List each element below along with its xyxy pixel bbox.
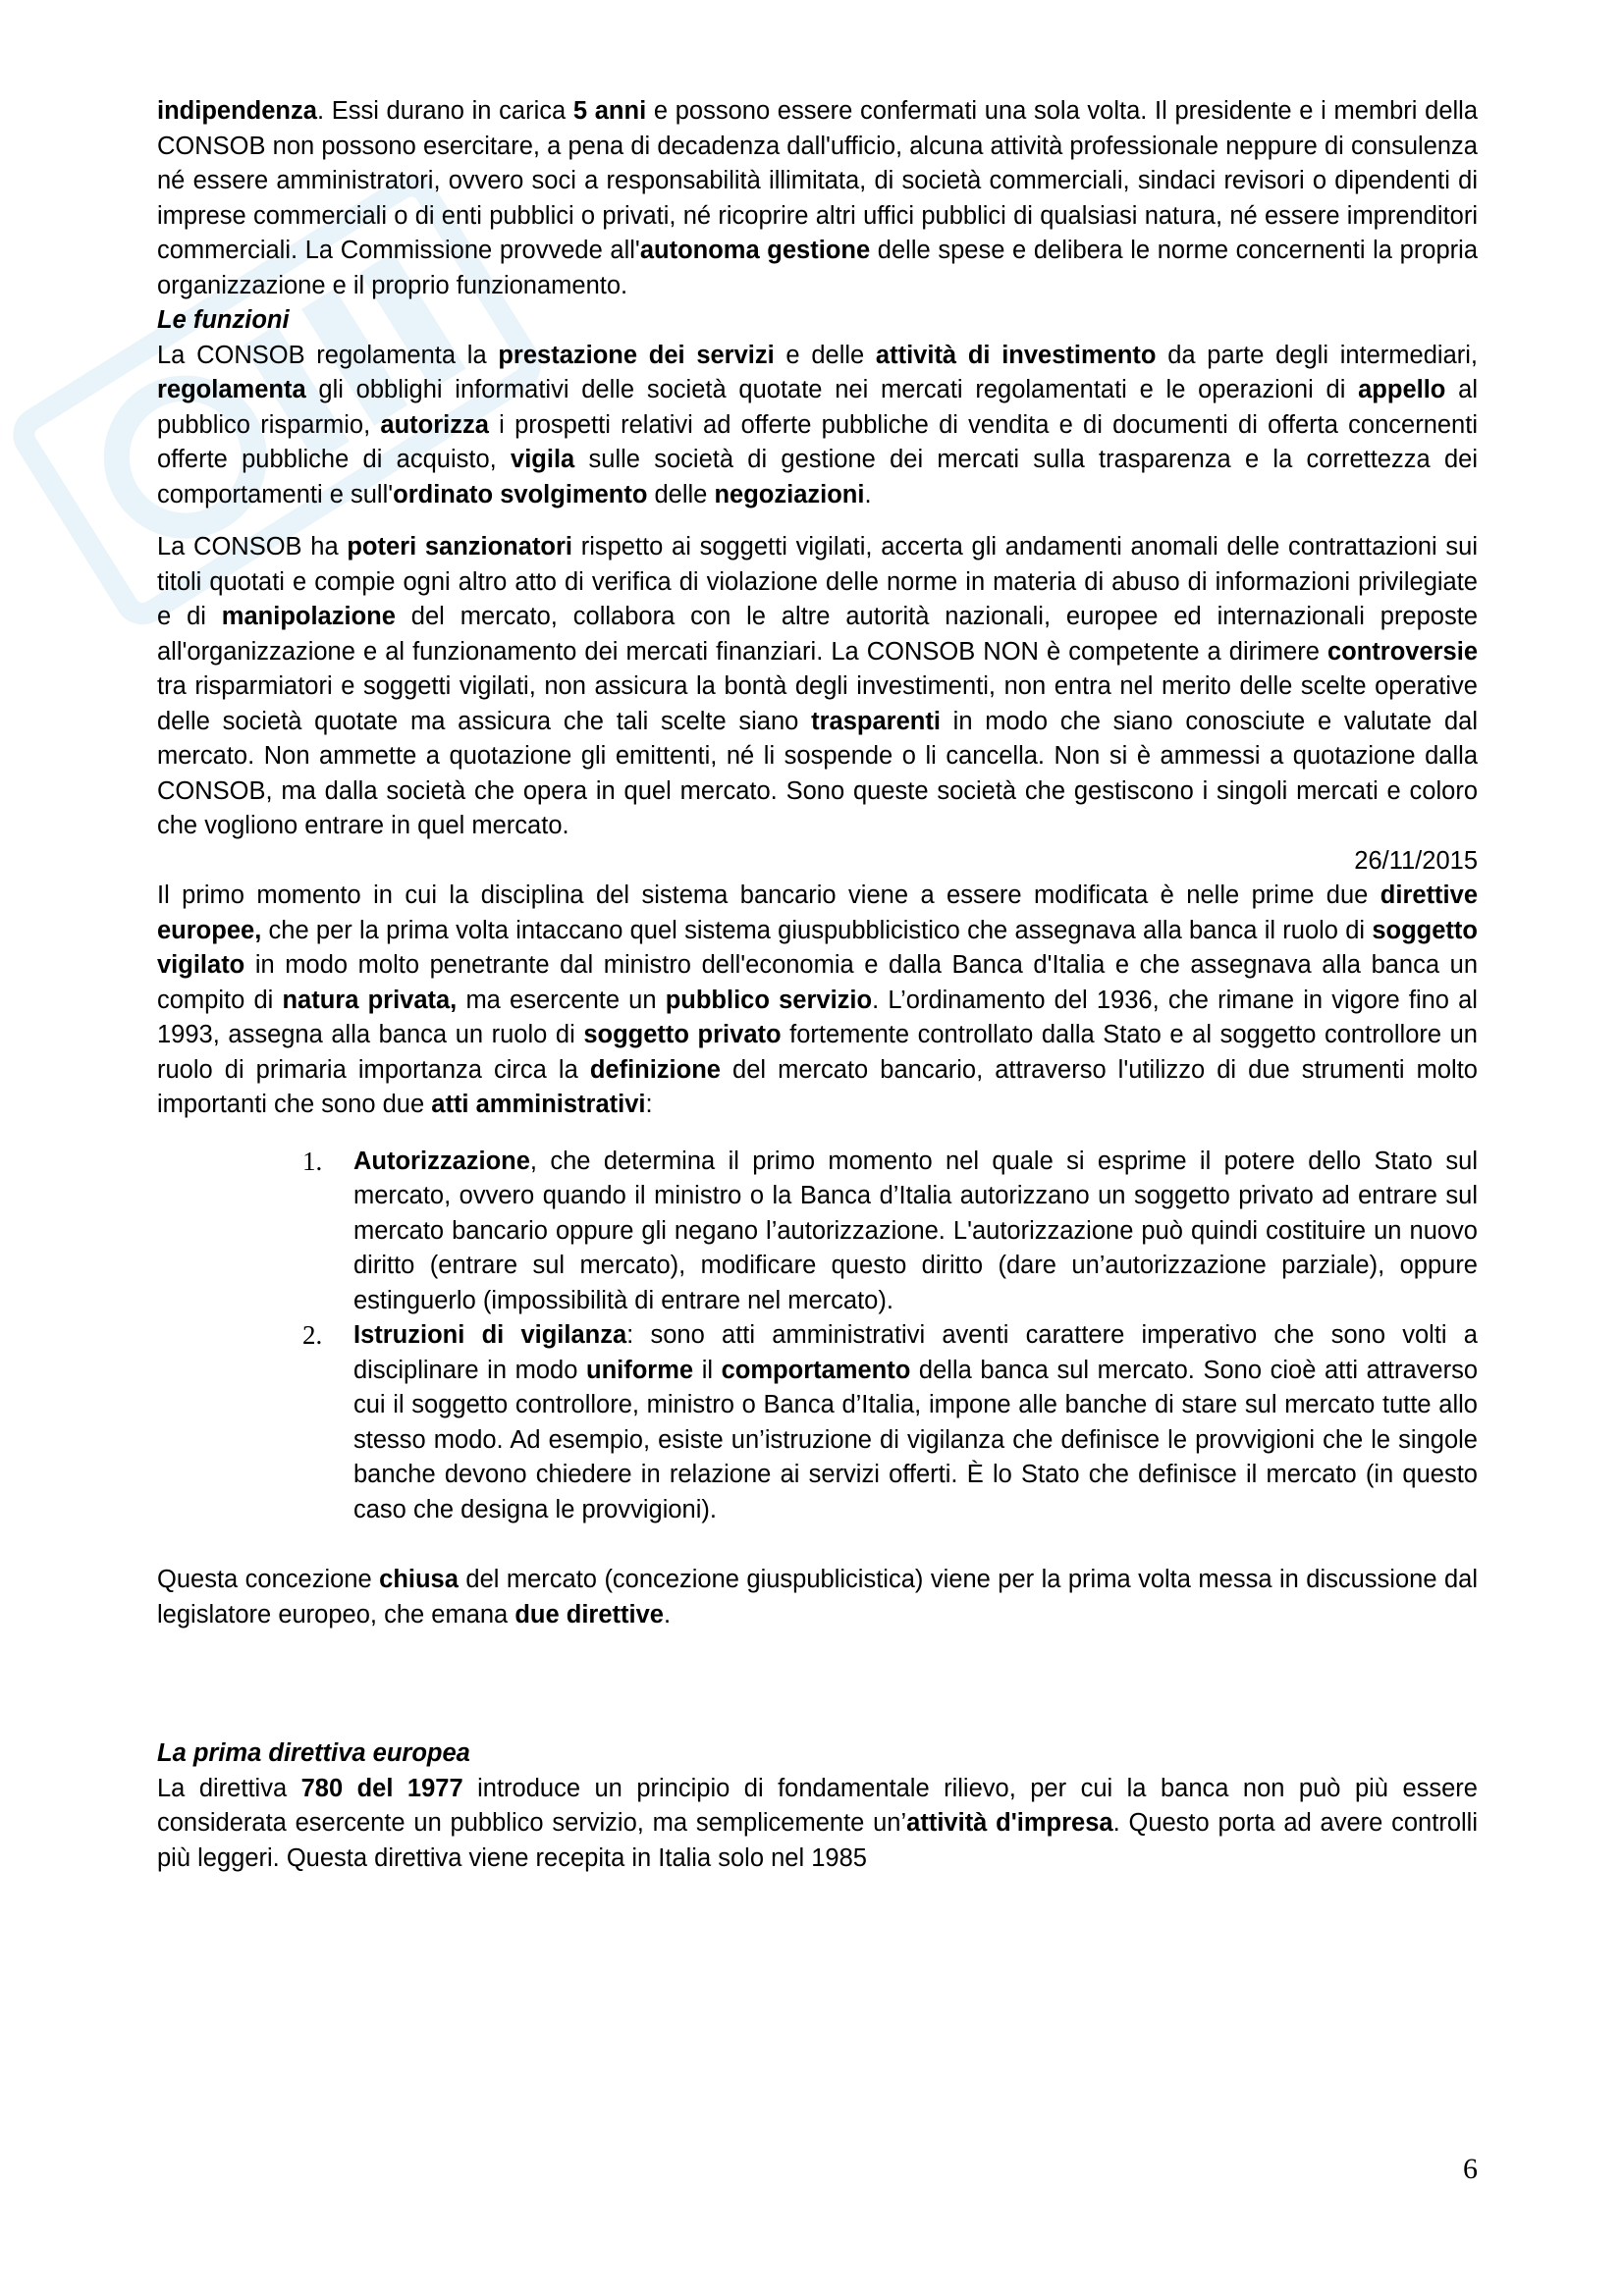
paragraph-poteri — [157, 530, 1478, 844]
text-run: . Questo porta ad avere controlli più leggeri. Questa direttiva viene recepita in Italia solo nel 1985 — [157, 1809, 1478, 1872]
bold-term: Istruzioni di vigilanza — [353, 1321, 627, 1349]
text-run: del mercato, collabora con le altre autorità nazionali, europee ed internazionali preposte all'organizzazione e al funzionamento dei mercati finanziari. La CONSOB NON è competente a dirimere — [157, 603, 1478, 666]
bold-term: manipolazione — [221, 603, 396, 630]
text-run: Questa concezione — [157, 1566, 380, 1593]
text-run: i prospetti relativi ad offerte pubbliche di vendita e di documenti di offerta concernenti offerte pubbliche di acquisto, — [157, 410, 1478, 473]
paragraph-funzioni — [157, 339, 1478, 513]
bold-term: 780 del 1977 — [300, 1774, 463, 1802]
text-run: . L’ordinamento del 1936, che rimane in vigore fino al 1993, assegna alla banca un ruolo di — [157, 986, 1478, 1048]
list-number: 1. — [302, 1146, 323, 1176]
text-run: e possono essere confermati una sola volta. Il presidente e i membri della CONSOB non possono esercitare, a pena di decadenza dall'ufficio, alcuna attività professionale neppure di consulenza né essere amministratori, ovvero soci a responsabilità illimitata, di società commerciali, sindaci revisori o dipendenti di imprese commerciali o di enti pubblici o privati, né ricoprire altri uffici pubblici di qualsiasi natura, né essere imprenditori commerciali. La Commissione provvede all' — [157, 97, 1479, 264]
text-run: : sono atti amministrativi aventi carattere imperativo che sono volti a disciplinare in modo — [353, 1321, 1478, 1384]
bold-term: ordinato svolgimento — [393, 480, 648, 508]
text-run: ma esercente un — [457, 986, 666, 1014]
bold-term: soggetto vigilato — [157, 916, 1478, 979]
text-run: . — [663, 1600, 672, 1629]
bold-term: soggetto privato — [583, 1021, 782, 1048]
heading-prima-direttiva: La prima direttiva europea — [157, 1739, 470, 1767]
text-run: : — [645, 1091, 653, 1118]
list-item — [302, 1145, 1478, 1319]
bold-term: autorizza — [380, 410, 489, 439]
bold-term: 5 anni — [572, 97, 647, 125]
text-run: fortemente controllato dalla Stato e al soggetto controllore un ruolo di primaria importanza circa la — [157, 1021, 1478, 1084]
text-run: rispetto ai soggetti vigilati, accerta gli andamenti anomali delle contrattazioni sui titoli quotati e compie ogni altro atto di verifica di violazione delle norme in materia di abuso di informazioni privilegiate e di — [157, 533, 1478, 630]
text-run: gli obblighi informativi delle società quotate nei mercati regolamentati e le operazioni di — [305, 376, 1359, 403]
bold-term: uniforme — [586, 1356, 694, 1384]
text-run: che per la prima volta intaccano quel sistema giuspubblicistico che assegnava alla banca il ruolo di — [261, 916, 1373, 944]
text-run: delle — [647, 480, 715, 508]
bold-term: negoziazioni — [714, 480, 865, 508]
lecture-date: 26/11/2015 — [1354, 846, 1478, 875]
text-run: e delle — [774, 341, 876, 369]
text-run: La direttiva — [157, 1774, 301, 1802]
list-item-text — [353, 1321, 1478, 1523]
text-run: Il primo momento in cui la disciplina del sistema bancario viene a essere modificata è nelle prime due — [157, 881, 1380, 909]
text-run: in modo che siano conosciute e valutate dal mercato. Non ammette a quotazione gli emittenti, né li sospende o li cancella. Non si è ammessi a quotazione dalla CONSOB, ma dalla società che opera in quel mercato. Sono queste società che gestiscono i singoli mercati e coloro che vogliono entrare in quel mercato. — [157, 707, 1478, 839]
document-page — [157, 94, 1478, 1876]
heading-funzioni: Le funzioni — [157, 306, 290, 334]
text-run: La CONSOB regolamenta la — [157, 341, 499, 369]
text-run: il — [693, 1356, 722, 1384]
atti-amministrativi-list — [157, 1145, 1478, 1528]
paragraph-direttive — [157, 879, 1478, 1123]
bold-term: poteri sanzionatori — [347, 533, 573, 561]
text-run: La CONSOB ha — [157, 533, 348, 561]
bold-term: comportamento — [721, 1356, 911, 1384]
bold-term: Autorizzazione — [353, 1147, 530, 1175]
text-run: . Essi durano in carica — [316, 97, 573, 125]
text-run: , che determina il primo momento nel quale si esprime il potere dello Stato sul mercato, ovvero quando il ministro o la Banca d’Italia autorizzano un soggetto privato ad entrare sul mercato bancario oppure gli negano l’autorizzazione. L'autorizzazione può quindi costituire un nuovo diritto (entrare sul mercato), modificare questo diritto (dare un’autorizzazione parziale), oppure estinguerlo (impossibilità di entrare nel mercato). — [353, 1147, 1478, 1314]
text-run: al pubblico risparmio, — [157, 376, 1478, 439]
text-run: sulle società di gestione dei mercati sulla trasparenza e la correttezza dei comportamenti e sull' — [157, 446, 1478, 508]
bold-term: direttive europee, — [157, 881, 1478, 944]
bold-term: vigila — [511, 446, 575, 473]
bold-term: due direttive — [514, 1600, 664, 1629]
bold-term: atti amministrativi — [431, 1091, 646, 1118]
bold-term: regolamenta — [157, 376, 306, 403]
text-run: delle spese e delibera le norme concernenti la propria organizzazione e il proprio funzionamento. — [157, 237, 1479, 299]
text-run: introduce un principio di fondamentale rilievo, per cui la banca non può più essere considerata esercente un pubblico servizio, ma semplicemente un’ — [157, 1774, 1478, 1837]
bold-term: trasparenti — [811, 707, 941, 735]
paragraph-prima-direttiva — [157, 1772, 1478, 1877]
bold-term: chiusa — [379, 1566, 459, 1593]
bold-term: indipendenza — [157, 97, 317, 125]
text-run: da parte degli intermediari, — [1156, 341, 1478, 369]
text-run: in modo molto penetrante dal ministro dell'economia e dalla Banca d'Italia e che assegnava alla banca un compito di — [157, 951, 1478, 1014]
text-run: del mercato (concezione giuspublicistica) viene per la prima volta messa in discussione dal legislatore europeo, che emana — [157, 1566, 1478, 1629]
list-item-text — [353, 1148, 1478, 1314]
list-item — [302, 1318, 1478, 1527]
page-number: 6 — [1463, 2153, 1478, 2185]
bold-term: autonoma gestione — [639, 237, 871, 264]
text-run: della banca sul mercato. Sono cioè atti attraverso cui il soggetto controllore, ministro o Banca d’Italia, impone alle banche di stare sul mercato tutte allo stesso modo. Ad esempio, esiste un’istruzione di vigilanza che definisce le provvigioni che le singole banche devono chiedere in relazione ai servizi offerti. È lo Stato che definisce il mercato (in questo caso che designa le provvigioni). — [353, 1356, 1478, 1523]
text-run: . — [864, 480, 872, 508]
bold-term: appello — [1358, 376, 1446, 403]
bold-term: controversie — [1326, 637, 1478, 666]
text-run: del mercato bancario, attraverso l'utilizzo di due strumenti molto importanti che sono due — [157, 1055, 1478, 1118]
bold-term: natura privata, — [282, 986, 458, 1014]
list-number: 2. — [302, 1320, 323, 1350]
paragraph-independence — [157, 94, 1478, 303]
bold-term: prestazione dei servizi — [498, 341, 775, 369]
bold-term: attività d'impresa — [906, 1809, 1113, 1837]
bold-term: attività di investimento — [875, 341, 1157, 369]
text-run: tra risparmiatori e soggetti vigilati, non assicura la bontà degli investimenti, non entra nel merito delle scelte operative delle società quotate ma assicura che tali scelte siano — [157, 672, 1478, 735]
bold-term: pubblico servizio — [665, 986, 873, 1014]
paragraph-concezione — [157, 1563, 1478, 1632]
bold-term: definizione — [589, 1055, 721, 1084]
